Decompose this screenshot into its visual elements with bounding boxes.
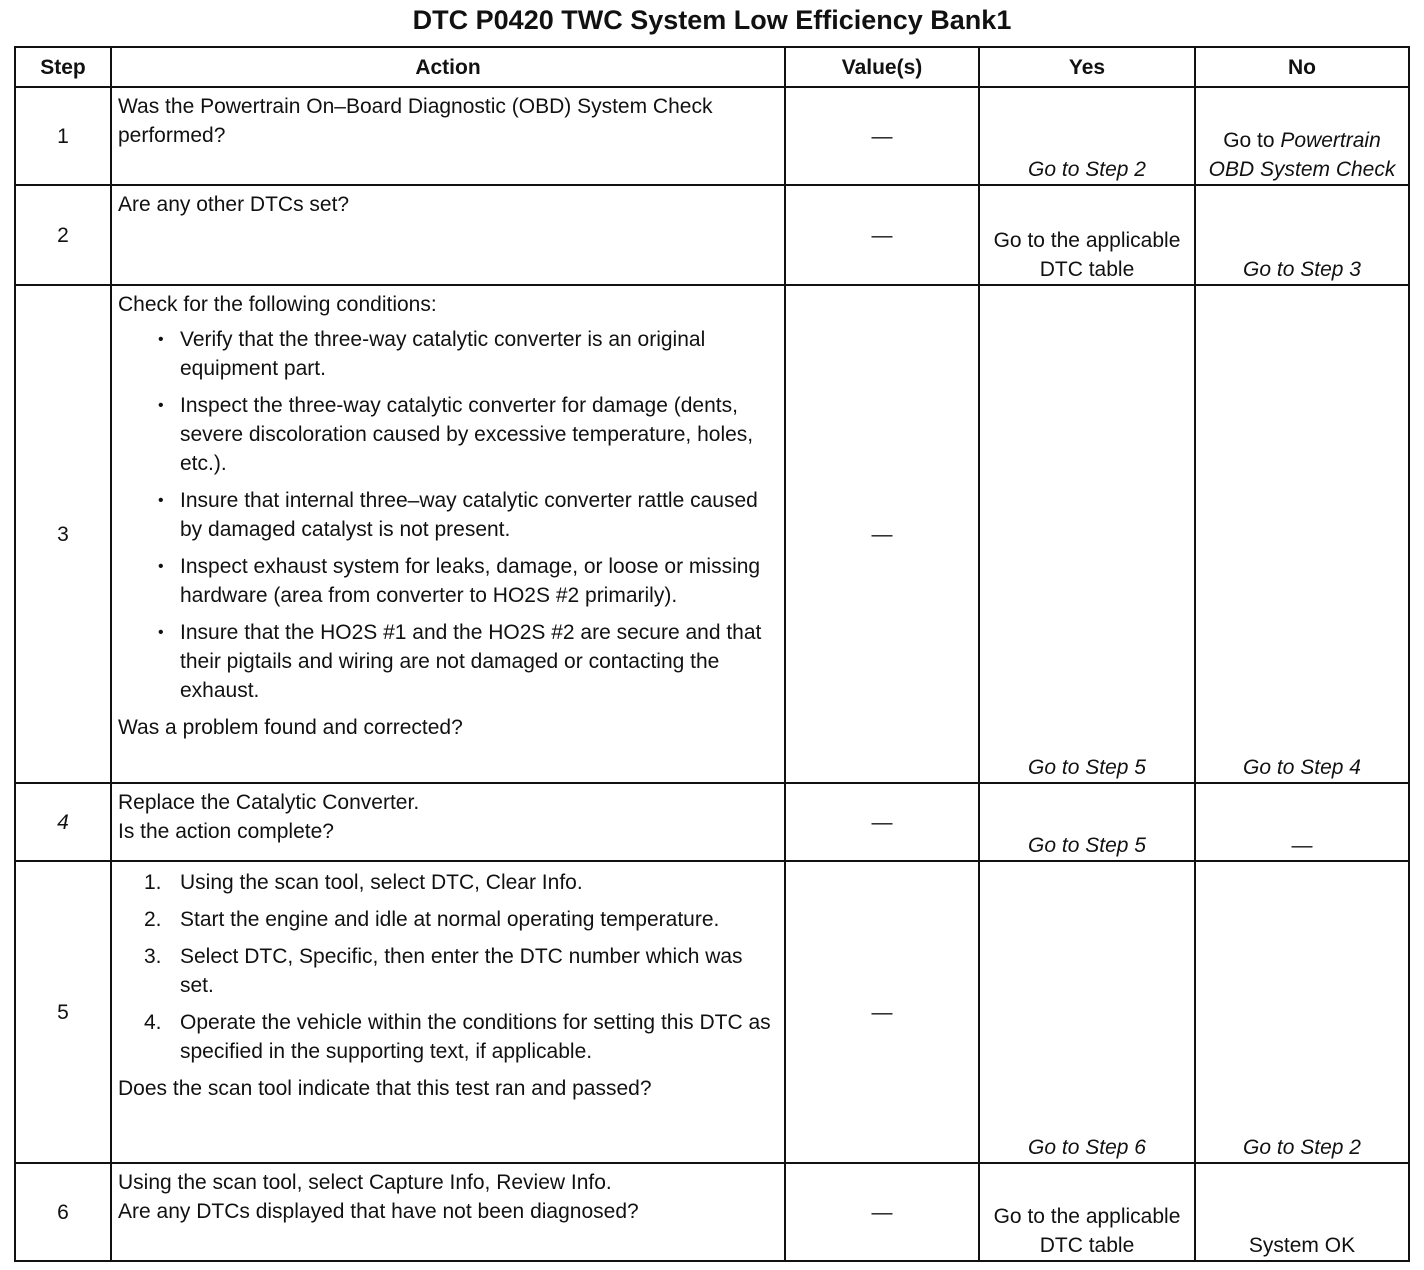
no-cell: Go to Step 4 bbox=[1195, 285, 1409, 783]
conditions-list bbox=[118, 325, 778, 705]
step-number: 5 bbox=[15, 861, 111, 1163]
header-action: Action bbox=[111, 47, 785, 87]
step-number: 6 bbox=[15, 1163, 111, 1261]
item-number: 4. bbox=[144, 1011, 162, 1034]
action-question: Was a problem found and corrected? bbox=[118, 716, 463, 739]
value-cell: — bbox=[785, 783, 979, 861]
header-yes: Yes bbox=[979, 47, 1195, 87]
value-cell: — bbox=[785, 87, 979, 185]
item-text: Using the scan tool, select DTC, Clear Info. bbox=[180, 871, 583, 894]
item-number: 3. bbox=[144, 945, 162, 968]
table-row bbox=[15, 285, 1409, 783]
step-number: 3 bbox=[15, 285, 111, 783]
no-cell bbox=[1195, 87, 1409, 185]
yes-cell: Go to Step 5 bbox=[979, 285, 1195, 783]
procedure-list bbox=[118, 868, 778, 1066]
value-cell: — bbox=[785, 185, 979, 285]
header-no: No bbox=[1195, 47, 1409, 87]
action-cell bbox=[111, 185, 785, 285]
page-title: DTC P0420 TWC System Low Efficiency Bank1 bbox=[412, 5, 1012, 35]
yes-cell: Go to the applicable DTC table bbox=[979, 185, 1195, 285]
header-values: Value(s) bbox=[785, 47, 979, 87]
table-row bbox=[15, 861, 1409, 1163]
table-row bbox=[15, 1163, 1409, 1261]
yes-cell: Go to Step 2 bbox=[979, 87, 1195, 185]
item-text: Select DTC, Specific, then enter the DTC number which was set. bbox=[180, 945, 743, 997]
value-cell: — bbox=[785, 861, 979, 1163]
action-question: Are any DTCs displayed that have not been diagnosed? bbox=[118, 1200, 639, 1223]
action-cell bbox=[111, 1163, 785, 1261]
header-step: Step bbox=[15, 47, 111, 87]
yes-cell: Go to Step 5 bbox=[979, 783, 1195, 861]
action-cell bbox=[111, 285, 785, 783]
action-text: Using the scan tool, select Capture Info, Review Info. bbox=[118, 1171, 612, 1194]
yes-cell: Go to Step 6 bbox=[979, 861, 1195, 1163]
list-item bbox=[144, 905, 778, 934]
diagnostic-table bbox=[14, 46, 1410, 1262]
no-cell: System OK bbox=[1195, 1163, 1409, 1261]
list-item: • Insure that the HO2S #1 and the HO2S #2 are secure and that their pigtails and wiring are not damaged or contacting the exhaust. bbox=[180, 618, 778, 705]
action-cell bbox=[111, 87, 785, 185]
item-text: Operate the vehicle within the conditions for setting this DTC as specified in the supporting text, if applicable. bbox=[180, 1011, 771, 1063]
action-cell bbox=[111, 861, 785, 1163]
step-number: 4 bbox=[15, 783, 111, 861]
yes-cell: Go to the applicable DTC table bbox=[979, 1163, 1195, 1261]
no-cell: Go to Step 3 bbox=[1195, 185, 1409, 285]
list-item: • Inspect exhaust system for leaks, damage, or loose or missing hardware (area from converter to HO2S #2 primarily). bbox=[180, 552, 778, 610]
table-row bbox=[15, 783, 1409, 861]
item-number: 1. bbox=[144, 871, 162, 894]
action-question: Does the scan tool indicate that this test ran and passed? bbox=[118, 1077, 652, 1100]
list-item bbox=[144, 868, 778, 897]
list-item: • Verify that the three-way catalytic converter is an original equipment part. bbox=[180, 325, 778, 383]
table-row bbox=[15, 87, 1409, 185]
list-item bbox=[144, 942, 778, 1000]
no-reference: Powertrain OBD System Check bbox=[1208, 129, 1396, 181]
item-number: 2. bbox=[144, 908, 162, 931]
no-cell: Go to Step 2 bbox=[1195, 861, 1409, 1163]
action-question: Is the action complete? bbox=[118, 820, 334, 843]
step-number: 1 bbox=[15, 87, 111, 185]
action-text: Are any other DTCs set? bbox=[118, 193, 350, 216]
table-row bbox=[15, 185, 1409, 285]
no-cell: — bbox=[1195, 783, 1409, 861]
value-cell: — bbox=[785, 285, 979, 783]
no-prefix: Go to bbox=[1223, 129, 1275, 152]
list-item: • Insure that internal three–way catalytic converter rattle caused by damaged catalyst is not present. bbox=[180, 486, 778, 544]
action-cell bbox=[111, 783, 785, 861]
header-row bbox=[15, 47, 1409, 87]
list-item bbox=[144, 1008, 778, 1066]
value-cell: — bbox=[785, 1163, 979, 1261]
action-intro: Check for the following conditions: bbox=[118, 293, 437, 316]
list-item: • Inspect the three-way catalytic converter for damage (dents, severe discoloration caused by excessive temperature, holes, etc.). bbox=[180, 391, 778, 478]
item-text: Start the engine and idle at normal operating temperature. bbox=[180, 908, 720, 931]
action-text: Replace the Catalytic Converter. bbox=[118, 791, 420, 814]
action-text: Was the Powertrain On–Board Diagnostic (OBD) System Check performed? bbox=[118, 95, 713, 147]
step-number: 2 bbox=[15, 185, 111, 285]
